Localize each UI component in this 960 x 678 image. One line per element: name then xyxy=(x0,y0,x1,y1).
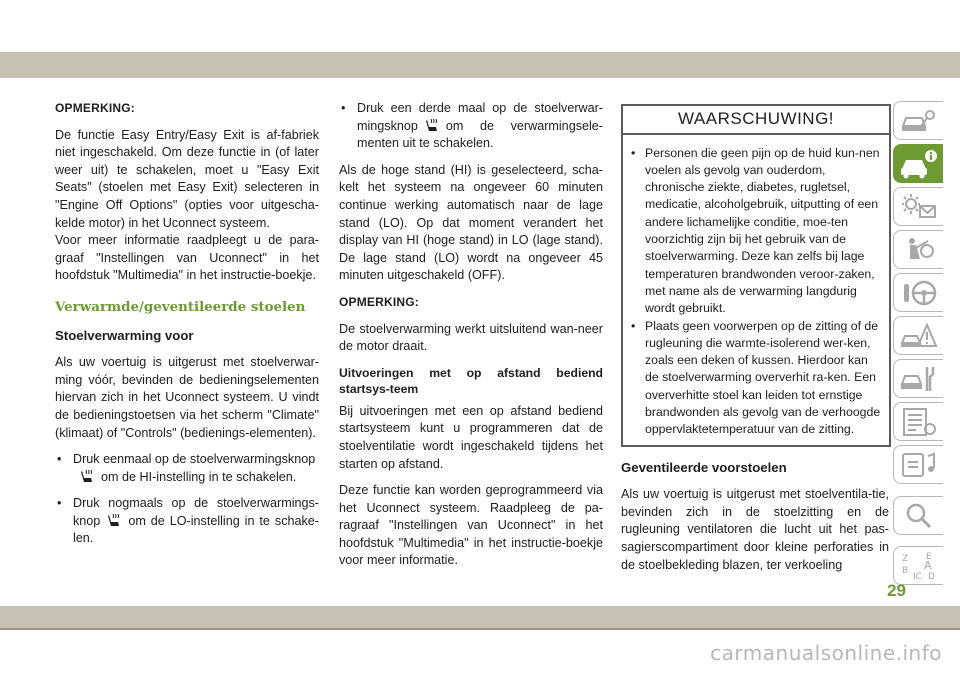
footer-line xyxy=(0,628,960,630)
page-number: 29 xyxy=(887,581,906,600)
column-3 xyxy=(621,100,889,583)
note-label: OPMERKING: xyxy=(55,101,135,115)
seat-heater-icon xyxy=(106,514,122,527)
svg-text:IC: IC xyxy=(913,572,922,581)
note-label: OPMERKING: xyxy=(339,294,419,309)
note-text-2: Voor meer informatie raadpleegt u de para-graaf "Instellingen van Uconnect" in het hoofdstuk "Multimedia" in het instructie-boekje. xyxy=(55,233,319,283)
svg-text:D: D xyxy=(928,572,935,581)
bullet-text: om de LO-instelling in te schake-len. xyxy=(73,513,319,546)
tab-car-info[interactable] xyxy=(893,144,943,183)
seat-heater-icon xyxy=(79,470,95,483)
bullet-item xyxy=(55,495,319,548)
warning-bullet: • Personen die geen pijn op de huid kun-nen voelen als gevolg van ouderdom, chronische ziekte, diabetes, rugletsel, medicatie, alcoholgebruik, uitputting of een andere lichamelijke conditie, moe-ten voorzichtig zijn bij het gebruik van de stoelverwarming. Deze kan zelfs bij lage temperaturen brandwonden veroor-zaken, met name als de verwarming langdurig wordt gebruikt. xyxy=(629,145,881,318)
steering-wheel-icon xyxy=(900,278,938,308)
section-heading: Geventileerde voorstoelen xyxy=(621,459,787,475)
column-2 xyxy=(339,100,603,579)
tab-warning-lights[interactable] xyxy=(893,187,943,226)
multimedia-icon xyxy=(900,450,938,480)
tab-airbag[interactable] xyxy=(893,230,943,269)
tab-car-tools[interactable] xyxy=(893,359,943,398)
car-breakdown-icon xyxy=(900,321,938,351)
paragraph: Als uw voertuig is uitgerust met stoelventila-tie, bevinden zich in de stoelzitting en de rugleuning ventilatoren die lucht uit het pas-sagierscompartiment door kleine perforaties in de stoelbekleding blazen, ter verkoeling xyxy=(621,487,889,572)
top-white-band xyxy=(0,0,960,46)
tab-search[interactable] xyxy=(893,496,943,535)
car-info-icon xyxy=(900,149,938,179)
airbag-icon xyxy=(900,235,938,265)
bullet-text: om de HI-instelling in te schakelen. xyxy=(101,469,297,484)
section-title: Verwarmde/geventileerde stoelen xyxy=(55,298,306,315)
watermark: carmanualsonline.info xyxy=(710,641,942,665)
paragraph: Als uw voertuig is uitgerust met stoelverwar-ming vóór, bevinden de bedieningselementen hiervan zich in het Uconnect systeem. U vindt de bedieningstoetsen via het scherm "Climate" (klimaat) of "Controls" (bedienings-elementen). xyxy=(55,355,319,440)
svg-text:B: B xyxy=(902,566,909,576)
tab-car-breakdown[interactable] xyxy=(893,316,943,355)
bullet-text: Druk nogmaals op de stoelverwarmings-knop xyxy=(73,496,319,528)
index-icon xyxy=(900,551,938,581)
warning-lights-icon xyxy=(900,192,938,222)
note-text: De stoelverwarming werkt uitsluitend wan-neer de motor draait. xyxy=(339,321,603,354)
tab-steering-wheel[interactable] xyxy=(893,273,943,312)
paragraph: Deze functie kan worden geprogrammeerd via het Uconnect systeem. Raadpleeg de pa-ragraaf "Instellingen van Uconnect" in het hoofdstuk "Multimedia" in het instructie-boekje voor meer informatie. xyxy=(339,483,603,568)
svg-text:A: A xyxy=(924,559,932,572)
tab-index[interactable] xyxy=(893,546,943,585)
bullet-text: Druk eenmaal op de stoelverwarmingsknop xyxy=(73,452,316,467)
header-band xyxy=(0,52,960,78)
search-icon xyxy=(900,501,938,531)
paragraph: Als de hoge stand (HI) is geselecteerd, scha-kelt het systeem na ongeveer 60 minuten continue werking automatisch naar de lage stand (LO). Op dat moment verandert het display van HI (hoge stand) in LO (lage stand). De lage stand (LO) wordt na ongeveer 45 minuten uitgeschakeld (OFF). xyxy=(339,162,603,283)
paragraph: Bij uitvoeringen met een op afstand bediend startsysteem kunt u programmeren dat de stoelventilatie wordt ingeschakeld tijdens het starten op afstand. xyxy=(339,403,603,471)
specifications-icon xyxy=(900,407,938,437)
sub-heading: Stoelverwarming voor xyxy=(55,327,194,343)
warning-body xyxy=(623,135,889,445)
sub-heading: Uitvoeringen met op afstand bediend startsys-teem xyxy=(339,365,603,396)
column-1 xyxy=(55,100,319,557)
svg-text:Z: Z xyxy=(902,554,909,564)
warning-box xyxy=(621,104,891,447)
car-key-icon xyxy=(900,106,938,136)
seat-heater-icon xyxy=(424,119,440,132)
svg-text:E: E xyxy=(926,552,932,562)
footer-band xyxy=(0,606,960,628)
warning-title: WAARSCHUWING! xyxy=(623,106,889,135)
tab-multimedia[interactable] xyxy=(893,445,943,484)
bullet-item xyxy=(55,451,319,486)
bullet-text: om de verwarmingsele-menten uit te schakelen. xyxy=(357,118,603,151)
note-text: De functie Easy Entry/Easy Exit is af-fabriek niet ingeschakeld. Om deze functie in (of later weer uit) te schakelen, moet u "Easy Exit Seats" (stoelen met Easy Exit) selecteren in "Engine Off Options" (opties voor uitgescha-kelde motor) in het Uconnect systeem. xyxy=(55,127,319,230)
car-tools-icon xyxy=(900,364,938,394)
bullet-text: Druk een derde maal op de stoelverwar-mingsknop xyxy=(357,101,603,133)
tab-car-key[interactable] xyxy=(893,101,943,140)
warning-bullet: • Plaats geen voorwerpen op de zitting of de rugleuning die warmte-isolerend wer-ken, zoals een deken of kussen. Hierdoor kan de stoelverwarming oververhit ra-ken. Een oververhitte stoel kan leiden tot ernstige brandwonden als gevolg van de verhoogde oppervlaktetemperatuur van de zitting. xyxy=(629,318,881,439)
bullet-item xyxy=(339,100,603,153)
tab-specifications[interactable] xyxy=(893,402,943,441)
